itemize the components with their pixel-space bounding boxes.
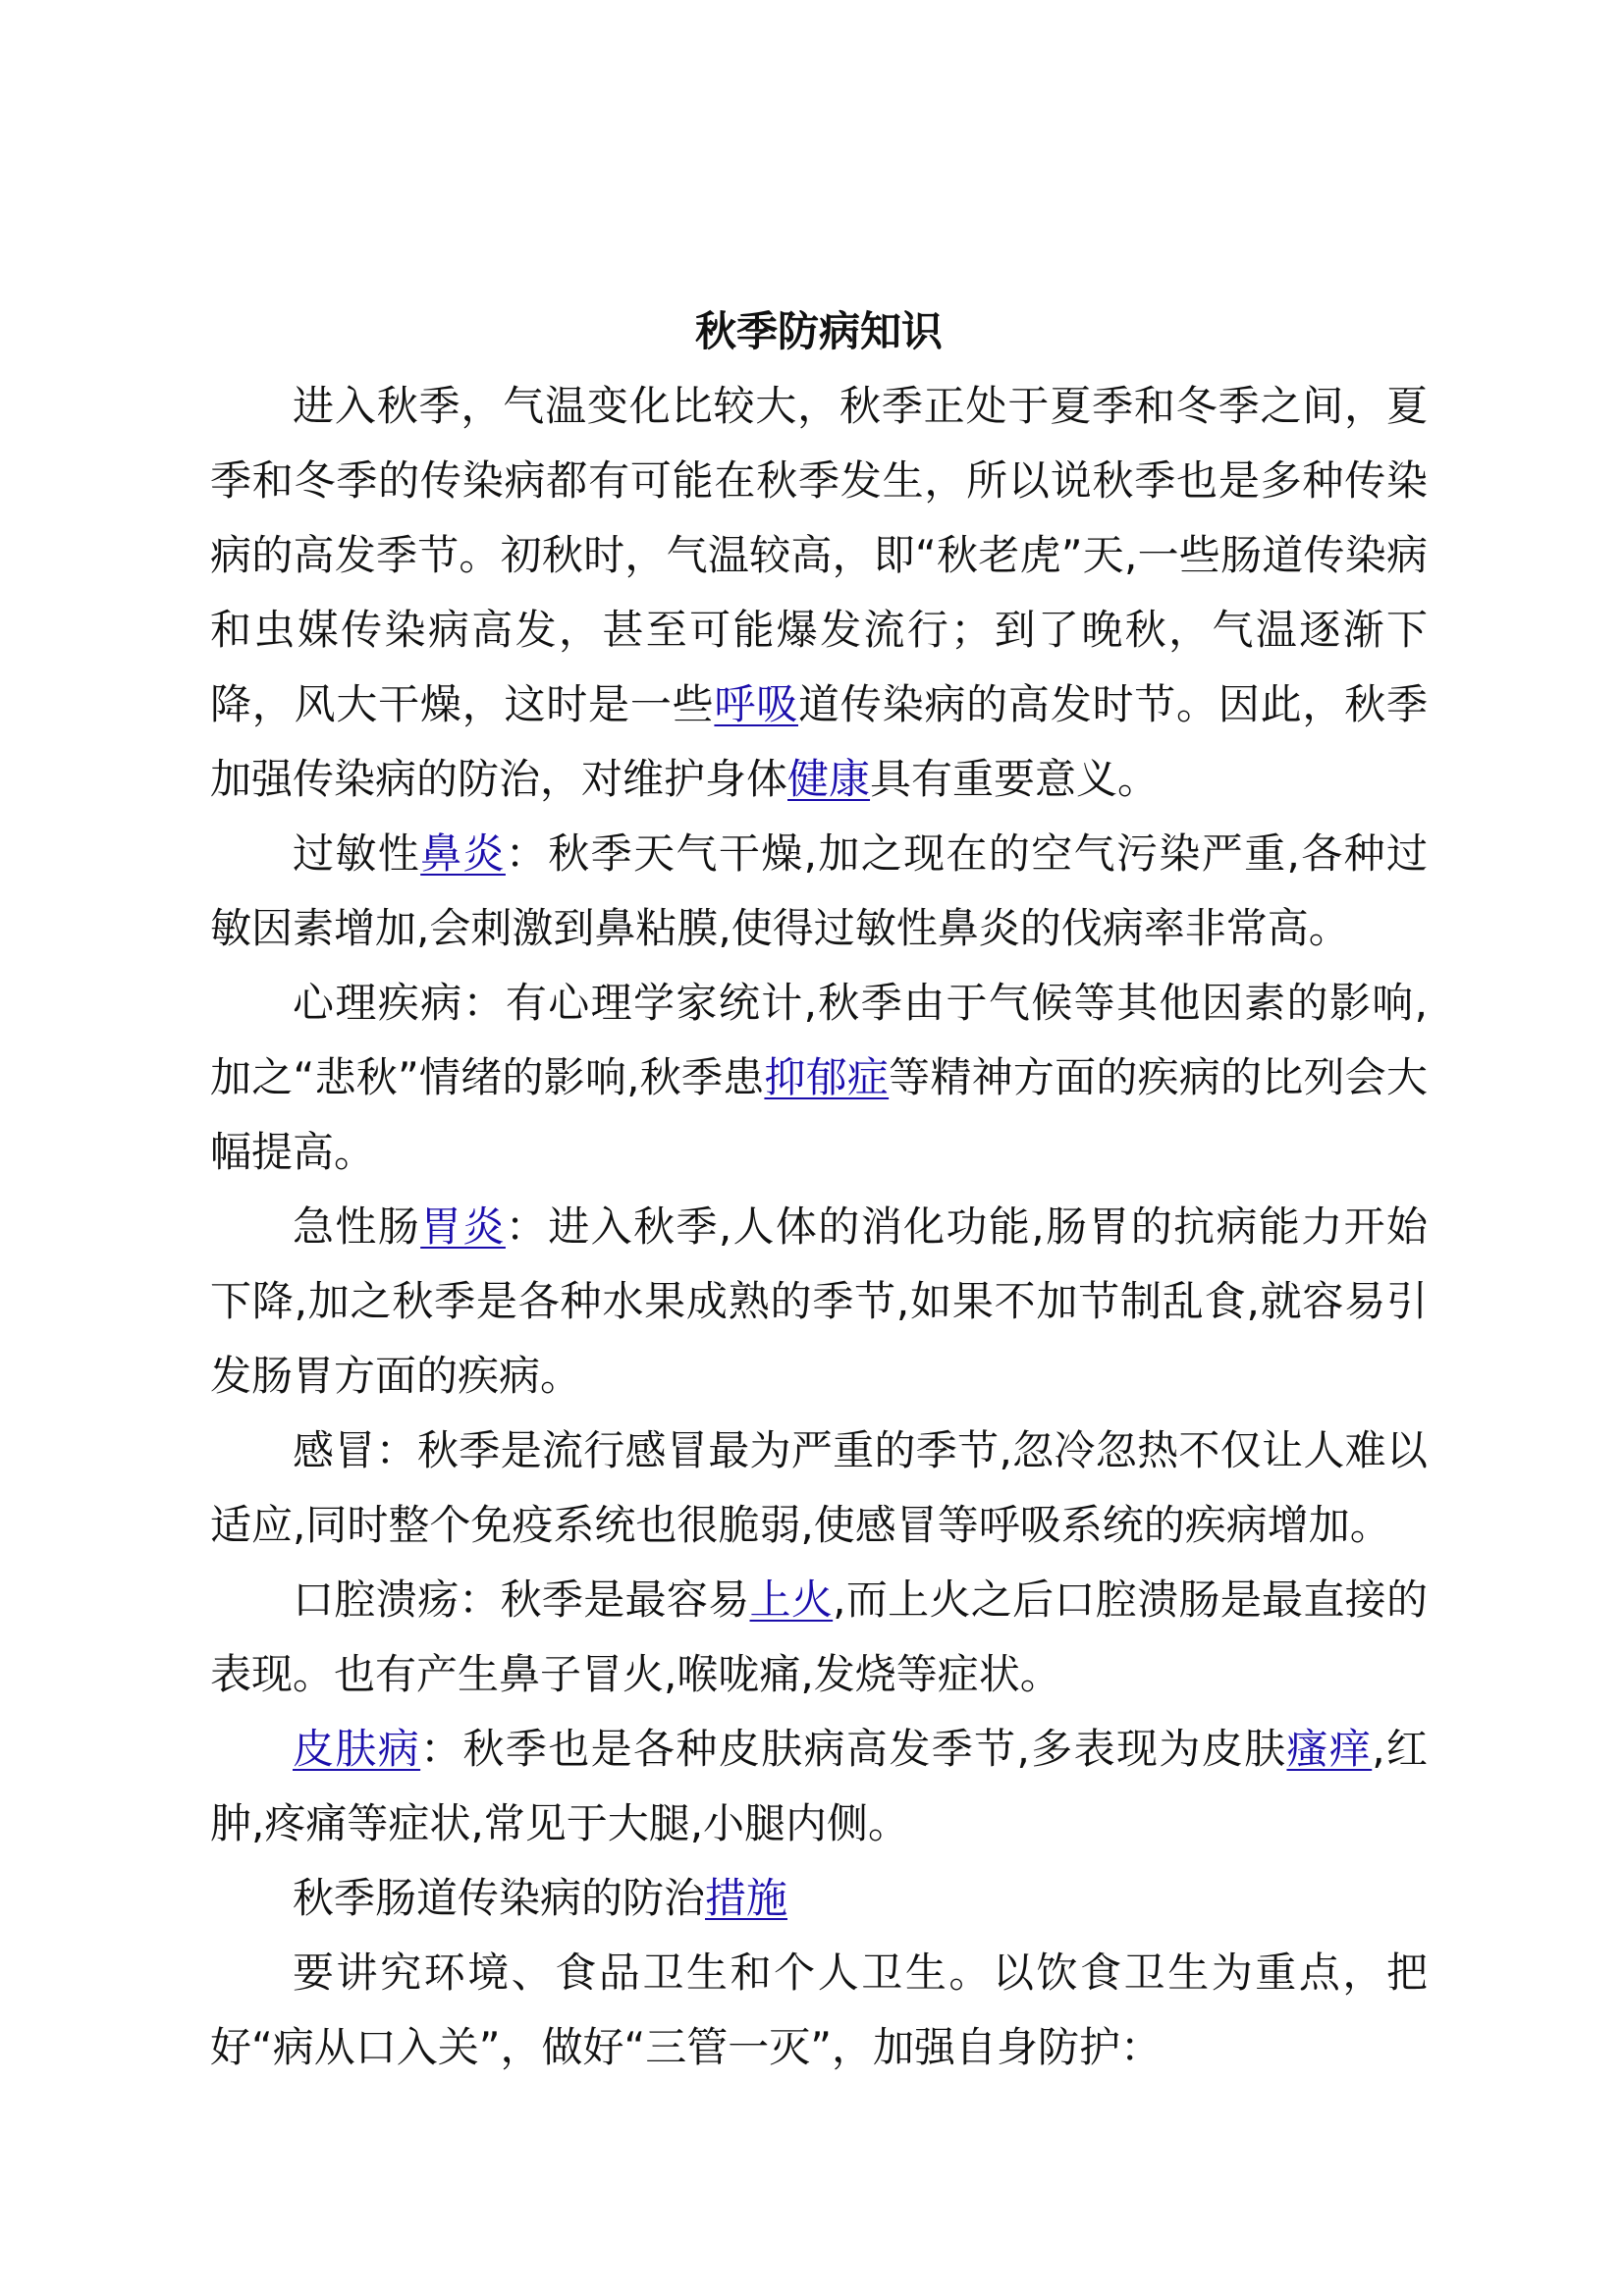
paragraph [210, 817, 1428, 966]
paragraph [210, 1414, 1428, 1563]
paragraph [210, 1563, 1428, 1712]
paragraph-text: 要讲究环境、食品卫生和个人卫生。以饮食卫生为重点，把好“病从口入关”，做好“三管一灭”，加强自身防护： [210, 1949, 1428, 2071]
inline-link[interactable]: 皮肤病 [293, 1725, 421, 1773]
paragraph-text: 心理疾病：有心理学家统计,秋季由于气候等其他因素的影响,加之“悲秋”情绪的影响,秋季患 [210, 979, 1428, 1101]
paragraph-text: ：秋季天气干燥,加之现在的空气污染严重,各种过敏因素增加,会刺激到鼻粘膜,使得过敏性鼻炎的伐病率非常高。 [210, 829, 1428, 952]
paragraph-text: ,红肿,疼痛等症状,常见于大腿,小腿内侧。 [210, 1725, 1428, 1847]
paragraph-text: 道传染病的高发时节。因此，秋季加强传染病的防治，对维护身体 [210, 680, 1428, 803]
inline-link[interactable]: 上火 [749, 1575, 834, 1624]
paragraph-text: 急性肠 [293, 1202, 421, 1251]
inline-link[interactable]: 抑郁症 [764, 1053, 890, 1101]
page-title: 秋季防病知识 [694, 307, 943, 355]
inline-link[interactable]: 瘙痒 [1286, 1725, 1373, 1773]
inline-link[interactable]: 健康 [787, 755, 871, 803]
paragraph [210, 1712, 1428, 1861]
paragraph [210, 1861, 1428, 1936]
paragraph-text: 感冒：秋季是流行感冒最为严重的季节,忽冷忽热不仅让人难以适应,同时整个免疫系统也很脆弱,使感冒等呼吸系统的疾病增加。 [210, 1426, 1428, 1549]
paragraph-text: 进入秋季，气温变化比较大，秋季正处于夏季和冬季之间，夏季和冬季的传染病都有可能在秋季发生，所以说秋季也是多种传染病的高发季节。初秋时，气温较高，即“秋老虎”天,一些肠道传染病和虫媒传染病高发，甚至可能爆发流行；到了晚秋，气温逐渐下降，风大干燥，这时是一些 [210, 382, 1428, 728]
inline-link[interactable]: 鼻炎 [420, 829, 506, 878]
paragraph-text: ：进入秋季,人体的消化功能,肠胃的抗病能力开始下降,加之秋季是各种水果成熟的季节,如果不加节制乱食,就容易引发肠胃方面的疾病。 [210, 1202, 1428, 1400]
paragraph-text: 口腔溃疡：秋季是最容易 [293, 1575, 750, 1624]
paragraph [210, 1190, 1428, 1414]
paragraph-list [210, 369, 1428, 2085]
paragraph-text: 等精神方面的疾病的比列会大幅提高。 [210, 1053, 1428, 1176]
inline-link[interactable]: 呼吸 [714, 680, 798, 728]
paragraph-text: ,而上火之后口腔溃肠是最直接的表现。也有产生鼻子冒火,喉咙痛,发烧等症状。 [210, 1575, 1428, 1698]
paragraph-text: 具有重要意义。 [870, 755, 1160, 803]
document-body [210, 294, 1428, 2085]
paragraph [210, 966, 1428, 1190]
inline-link[interactable]: 措施 [705, 1874, 788, 1922]
paragraph [210, 369, 1428, 817]
inline-link[interactable]: 胃炎 [420, 1202, 506, 1251]
paragraph-text: ：秋季也是各种皮肤病高发季节,多表现为皮肤 [420, 1725, 1287, 1773]
paragraph-text: 过敏性 [293, 829, 421, 878]
paragraph [210, 1936, 1428, 2085]
paragraph-text: 秋季肠道传染病的防治 [293, 1874, 706, 1922]
